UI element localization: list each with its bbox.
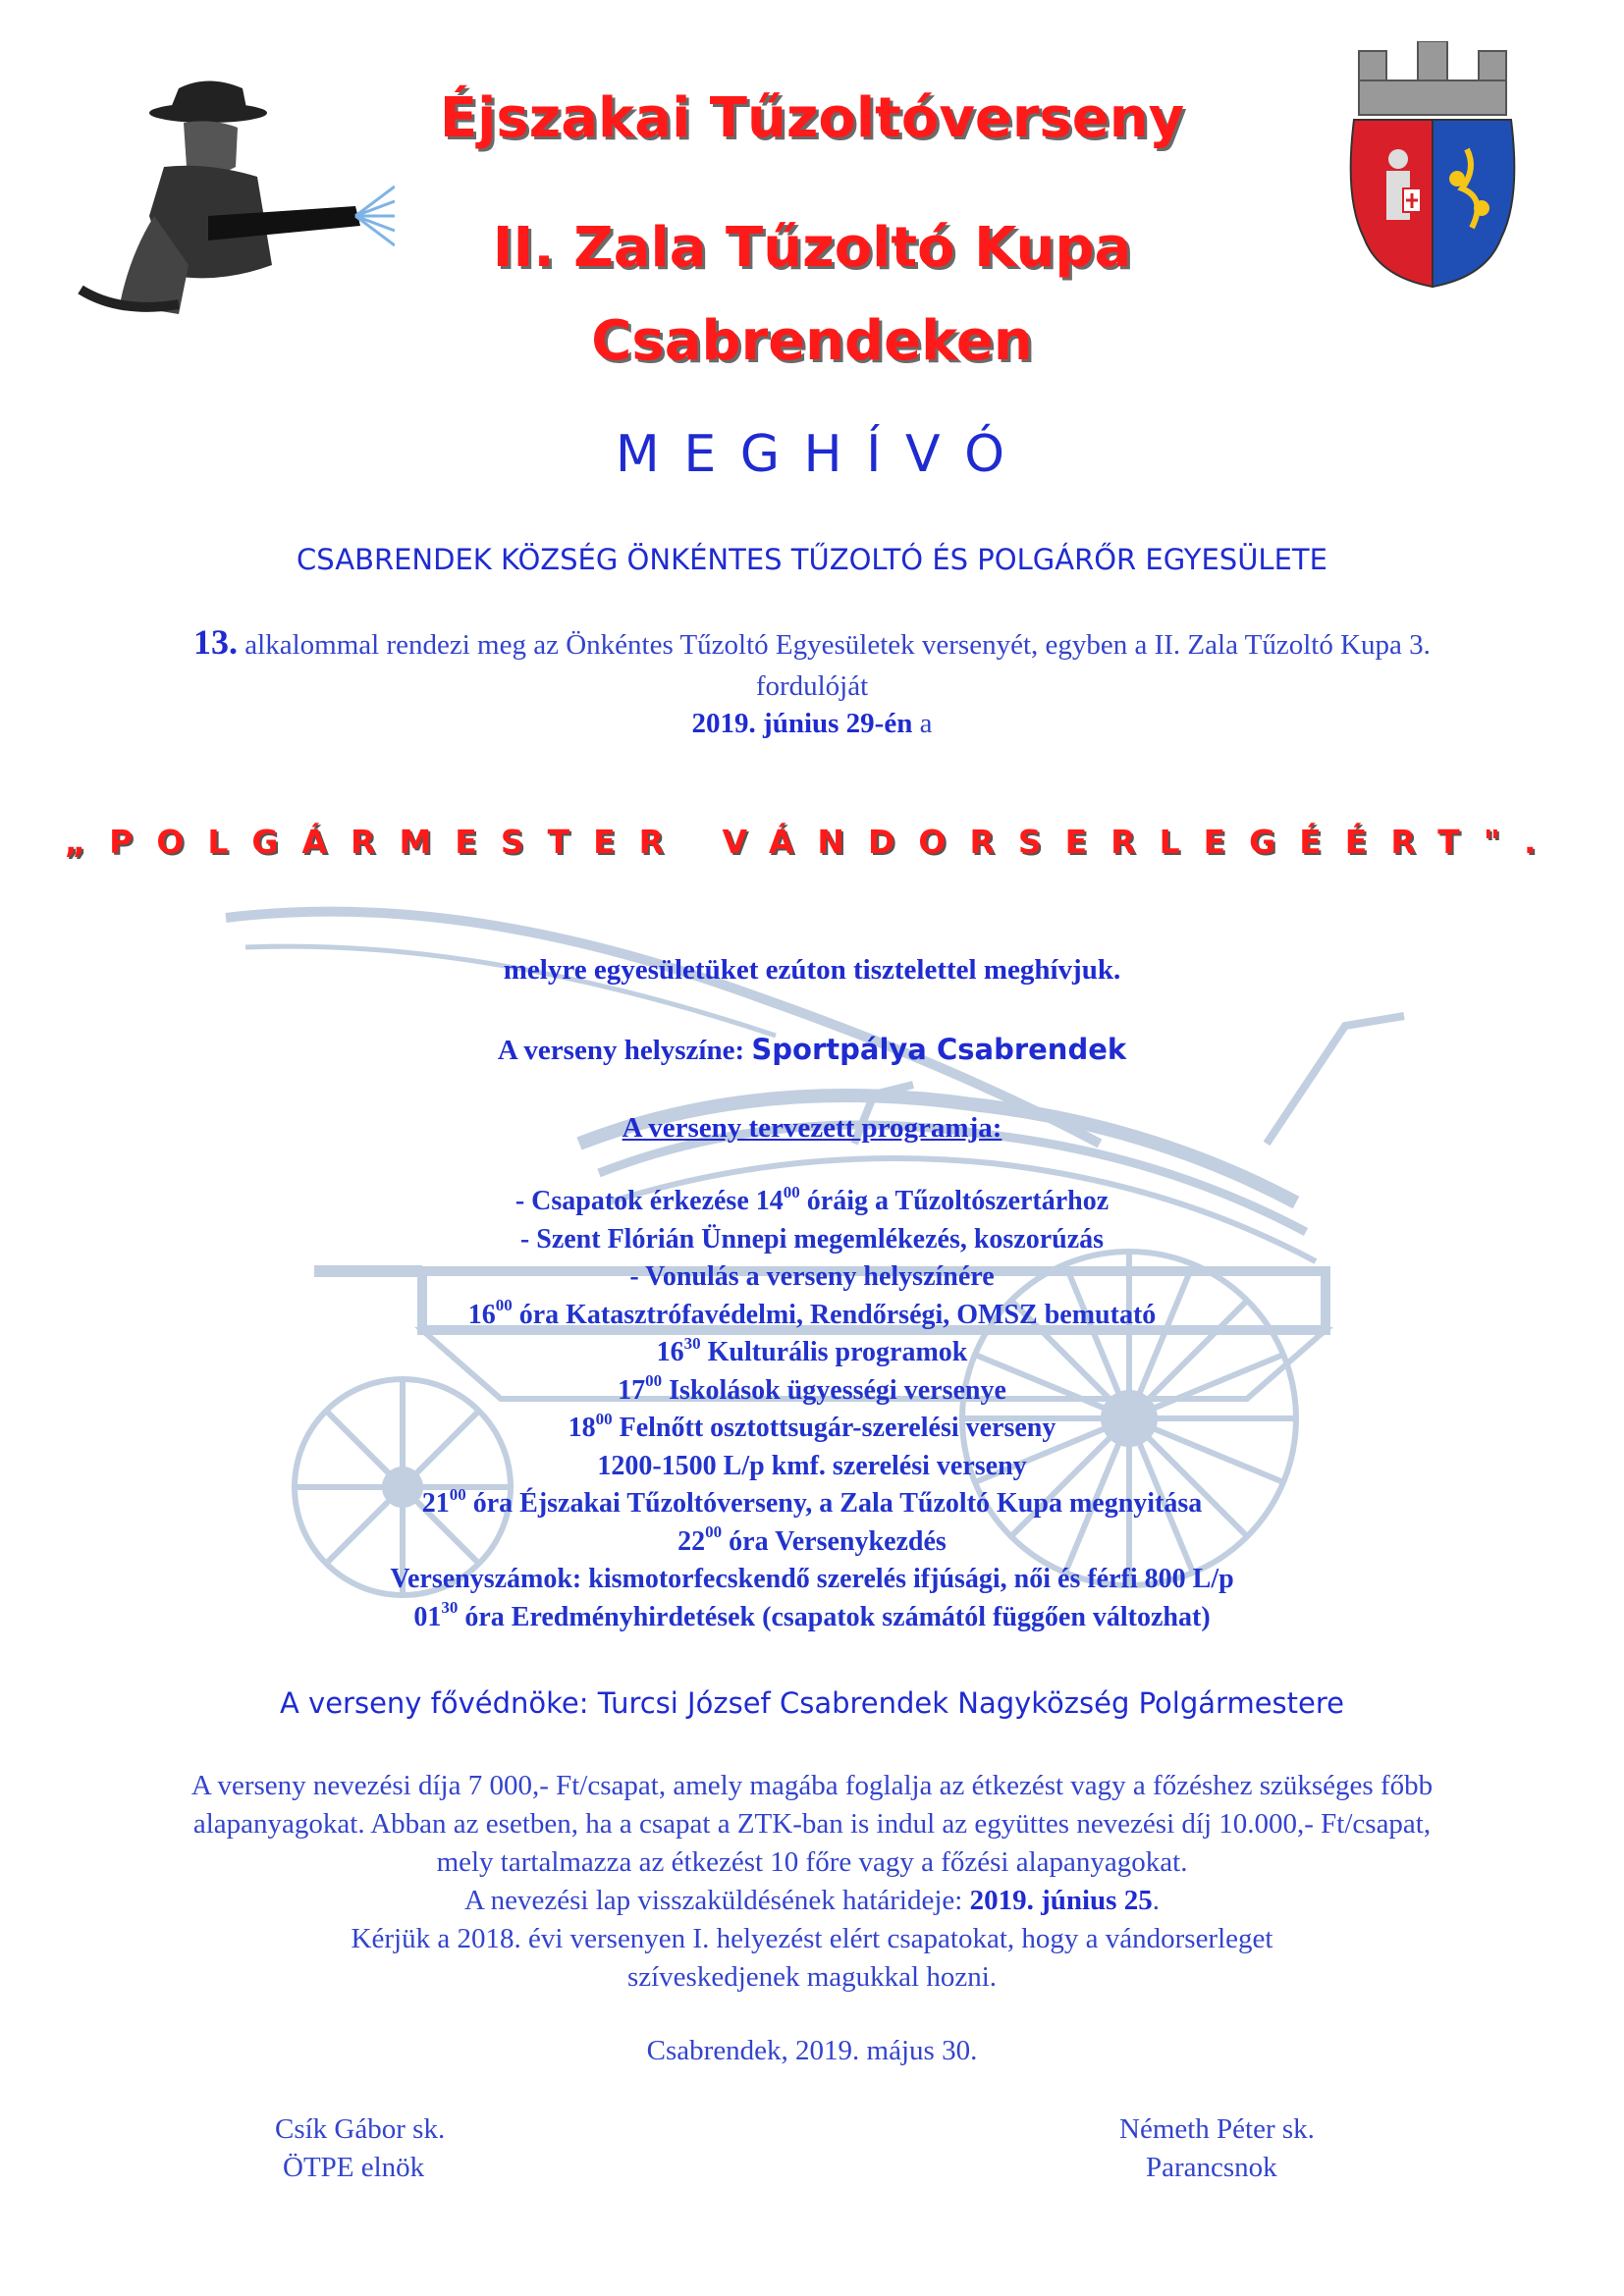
intro-line-1 bbox=[0, 621, 1624, 663]
invitation-label: M E G H Í V Ó bbox=[615, 425, 1009, 484]
fees-line: szíveskedjenek magukkal hozni. bbox=[626, 1961, 998, 1993]
signature-right-role: Parancsnok bbox=[1146, 2152, 1277, 2183]
fees-line: alapanyagokat. Abban az esetben, ha a csapat a ZTK-ban is indul az együttes nevezési díj 10.000,- Ft/csapat, bbox=[192, 1808, 1432, 1840]
signature-left-role: ÖTPE elnök bbox=[283, 2152, 425, 2183]
patron-line: A verseny fővédnöke: Turcsi József Csabrendek Nagyközség Polgármestere bbox=[279, 1686, 1344, 1720]
program-item: $22^{00}$ óra Versenykezdés bbox=[677, 1522, 947, 1557]
fees-line: mely tartalmazza az étkezést 10 főre vagy a főzési alapanyagokat. bbox=[436, 1846, 1188, 1878]
program-item: Versenyszámok: kismotorfecskendő szerelés ifjúsági, női és férfi 800 L/p bbox=[390, 1564, 1234, 1594]
program-heading: A verseny tervezett programja: bbox=[622, 1112, 1002, 1144]
occasion-number: 13. bbox=[193, 622, 239, 662]
venue-value: Sportpálya Csabrendek bbox=[751, 1033, 1127, 1066]
event-date: 2019. június 29-én bbox=[691, 708, 913, 739]
program-list bbox=[0, 1183, 1624, 1636]
intro-line-2: fordulóját bbox=[755, 670, 869, 702]
program-item: $21^{00}$ óra Éjszakai Tűzoltóverseny, a Zala Tűzoltó Kupa megnyitása bbox=[421, 1484, 1203, 1519]
trophy-title: „POLGÁRMESTER VÁNDORSERLEGÉÉRT". bbox=[64, 823, 1560, 861]
signature-right bbox=[1119, 2110, 1315, 2187]
title-line-2: II. Zala Tűzoltó Kupa bbox=[492, 216, 1132, 280]
program-item: $18^{00}$ Felnőtt osztottsugár-szerelési verseny bbox=[568, 1409, 1056, 1443]
program-item: $01^{30}$ óra Eredményhirdetések (csapatok számától függően változhat) bbox=[413, 1598, 1211, 1632]
deadline-line: A nevezési lap visszaküldésének határideje: 2019. június 25. bbox=[464, 1885, 1160, 1916]
organizer-name: CSABRENDEK KÖZSÉG ÖNKÉNTES TŰZOLTÓ ÉS POLGÁRŐR EGYESÜLETE bbox=[297, 543, 1327, 576]
deadline-date: 2019. június 25 bbox=[969, 1885, 1153, 1916]
signature-left-name: Csík Gábor sk. bbox=[275, 2113, 446, 2145]
fees-block bbox=[0, 1767, 1624, 1997]
program-item: 1200-1500 L/p kmf. szerelési verseny bbox=[597, 1450, 1027, 1481]
program-item: $17^{00}$ Iskolások ügyességi versenye bbox=[618, 1371, 1006, 1406]
signature-left bbox=[275, 2110, 445, 2187]
program-item: $16^{30}$ Kulturális programok bbox=[656, 1333, 968, 1367]
fees-line: Kérjük a 2018. évi versenyen I. helyezést elért csapatokat, hogy a vándorserleget bbox=[351, 1923, 1273, 1954]
intro-line-3 bbox=[0, 708, 1624, 740]
program-item: - Csapatok érkezése $14^{00}$ óráig a Tűzoltószertárhoz bbox=[514, 1182, 1110, 1216]
intro-text: alkalommal rendezi meg az Önkéntes Tűzoltó Egyesületek versenyét, egyben a II. Zala Tűzoltó Kupa 3. bbox=[238, 629, 1431, 661]
title-line-3: Csabrendeken bbox=[591, 309, 1033, 373]
place-date: Csabrendek, 2019. május 30. bbox=[646, 2035, 978, 2066]
program-item: - Szent Flórián Ünnepi megemlékezés, koszorúzás bbox=[519, 1223, 1105, 1255]
program-item: - Vonulás a verseny helyszínére bbox=[629, 1261, 995, 1292]
event-date-suffix: a bbox=[912, 708, 933, 739]
venue-line bbox=[0, 1033, 1624, 1067]
signature-right-name: Németh Péter sk. bbox=[1119, 2113, 1315, 2145]
venue-label: A verseny helyszíne: bbox=[497, 1035, 752, 1066]
title-line-1: Éjszakai Tűzoltóverseny bbox=[439, 86, 1185, 150]
invite-line: melyre egyesületüket ezúton tisztelettel meghívjuk. bbox=[503, 954, 1121, 986]
fees-line: A verseny nevezési díja 7 000,- Ft/csapat, amely magába foglalja az étkezést vagy a főzéshez szükséges főbb bbox=[190, 1770, 1434, 1801]
program-item: $16^{00}$ óra Katasztrófavédelmi, Rendőrségi, OMSZ bemutató bbox=[467, 1296, 1157, 1330]
